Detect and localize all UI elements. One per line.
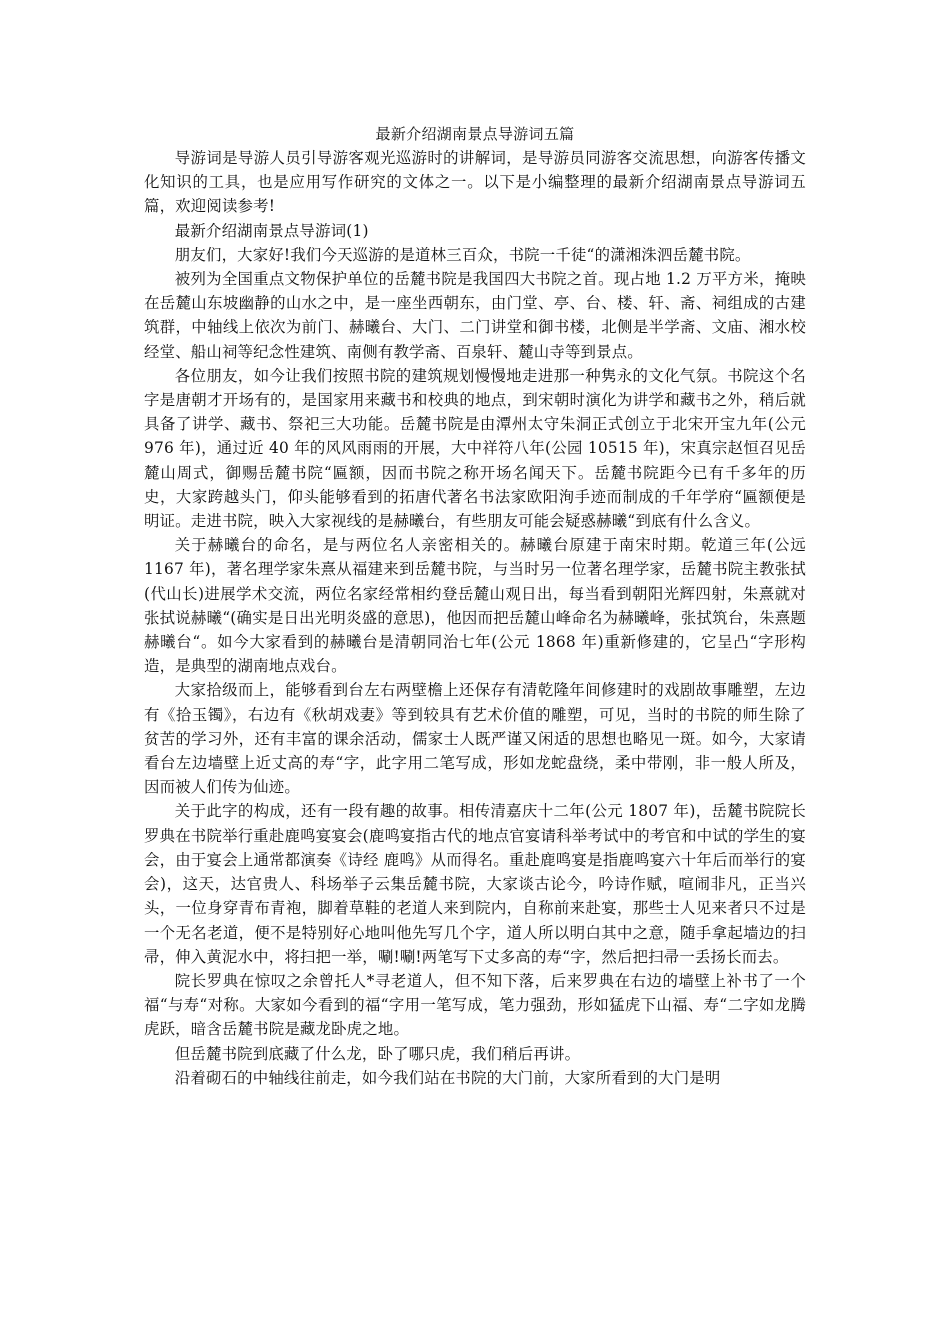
body-paragraph: 关于此字的构成，还有一段有趣的故事。相传清嘉庆十二年(公元 1807 年)，岳麓书院院长罗典在书院举行重赴鹿鸣宴宴会(鹿鸣宴指古代的地点官宴请科举考试中的考官和中试的学生的宴会，由于宴会上通常都演奏《诗经 鹿鸣》从而得名。重赴鹿鸣宴是指鹿鸣宴六十年后而举行的宴会)，这天，达官贵人、科场举子云集岳麓书院，大家谈古论今，吟诗作赋，喧闹非凡，正当兴头，一位身穿青布青袍，脚着草鞋的老道人来到院内，自称前来赴宴，那些士人见来者只不过是一个无名老道，便不是特别好心地叫他先写几个字，道人所以明白其中之意，随手拿起墙边的扫帚，伸入黄泥水中，将扫把一举，唰!唰!两笔写下丈多高的寿“字，然后把扫帚一丢扬长而去。 [144, 802, 806, 966]
body-paragraph: 朋友们，大家好!我们今天巡游的是道林三百众，书院一千徒“的潇湘洙泗岳麓书院。 [174, 245, 751, 264]
body-paragraph: 被列为全国重点文物保护单位的岳麓书院是我国四大书院之首。现占地 1.2 万平方米，掩映在岳麓山东坡幽静的山水之中，是一座坐西朝东，由门堂、亭、台、楼、轩、斋、祠组成的古建筑群，中轴线上依次为前门、赫曦台、大门、二门讲堂和御书楼，北侧是半学斋、文庙、湘水校经堂、船山祠等纪念性建筑、南侧有教学斋、百泉轩、麓山寺等到景点。 [144, 270, 806, 361]
body-paragraph: 大家拾级而上，能够看到台左右两壁檐上还保存有清乾隆年间修建时的戏剧故事雕塑，左边有《拾玉镯》，右边有《秋胡戏妻》等到较具有艺术价值的雕塑，可见，当时的书院的师生除了贫苦的学习外，还有丰富的课余活动，儒家士人既严谨又闲适的思想也略见一斑。如今，大家请看台左边墙壁上近丈高的寿“字，此字用二笔写成，形如龙蛇盘绕，柔中带刚，非一般人所及，因而被人们传为仙迹。 [144, 681, 806, 797]
body-paragraph: 院长罗典在惊叹之余曾托人*寻老道人，但不知下落，后来罗典在右边的墙壁上补书了一个福“与寿“对称。大家如今看到的福“字用一笔写成，笔力强劲，形如猛虎下山福、寿“二字如龙腾虎跃，暗含岳麓书院是藏龙卧虎之地。 [144, 971, 806, 1039]
document-page [144, 122, 806, 1090]
body-paragraph: 关于赫曦台的命名，是与两位名人亲密相关的。赫曦台原建于南宋时期。乾道三年(公远 1167 年)，著名理学家朱熹从福建来到岳麓书院，与当时另一位著名理学家，岳麓书院主教张拭(代山长)进展学术交流，两位名家经常相约登岳麓山观日出，每当看到朝阳光辉四射，朱熹就对张拭说赫曦“(确实是日出光明炎盛的意思)，他因而把岳麓山峰命名为赫曦峰，张拭筑台，朱熹题赫曦台“。如今大家看到的赫曦台是清朝同治七年(公元 1868 年)重新修建的，它呈凸“字形构造，是典型的湖南地点戏台。 [144, 536, 806, 676]
body-paragraph: 各位朋友，如今让我们按照书院的建筑规划慢慢地走进那一种隽永的文化气氛。书院这个名字是唐朝才开场有的，是国家用来藏书和校典的地点，到宋朝时演化为讲学和藏书之外，稍后就具备了讲学、藏书、祭祀三大功能。岳麓书院是由潭州太守朱洞正式创立于北宋开宝九年(公元 976 年)，通过近 40 年的风风雨雨的开展，大中祥符八年(公园 10515 年)，宋真宗赵恒召见岳麓山周式，御赐岳麓书院“匾额，因而书院之称开场名闻天下。岳麓书院距今已有千多年的历史，大家跨越头门，仰头能够看到的拓唐代著名书法家欧阳洵手迹而制成的千年学府“匾额便是明证。走进书院，映入大家视线的是赫曦台，有些朋友可能会疑惑赫曦“到底有什么含义。 [144, 366, 806, 531]
intro-paragraph: 导游词是导游人员引导游客观光巡游时的讲解词，是导游员同游客交流思想，向游客传播文化知识的工具，也是应用写作研究的文体之一。以下是小编整理的最新介绍湖南景点导游词五篇，欢迎阅读参考! [144, 149, 806, 216]
section-heading: 最新介绍湖南景点导游词(1) [174, 221, 369, 240]
document-title: 最新介绍湖南景点导游词五篇 [375, 125, 575, 143]
body-paragraph: 但岳麓书院到底藏了什么龙，卧了哪只虎，我们稍后再讲。 [174, 1044, 581, 1063]
body-paragraph: 沿着砌石的中轴线往前走，如今我们站在书院的大门前，大家所看到的大门是明 [174, 1068, 721, 1087]
